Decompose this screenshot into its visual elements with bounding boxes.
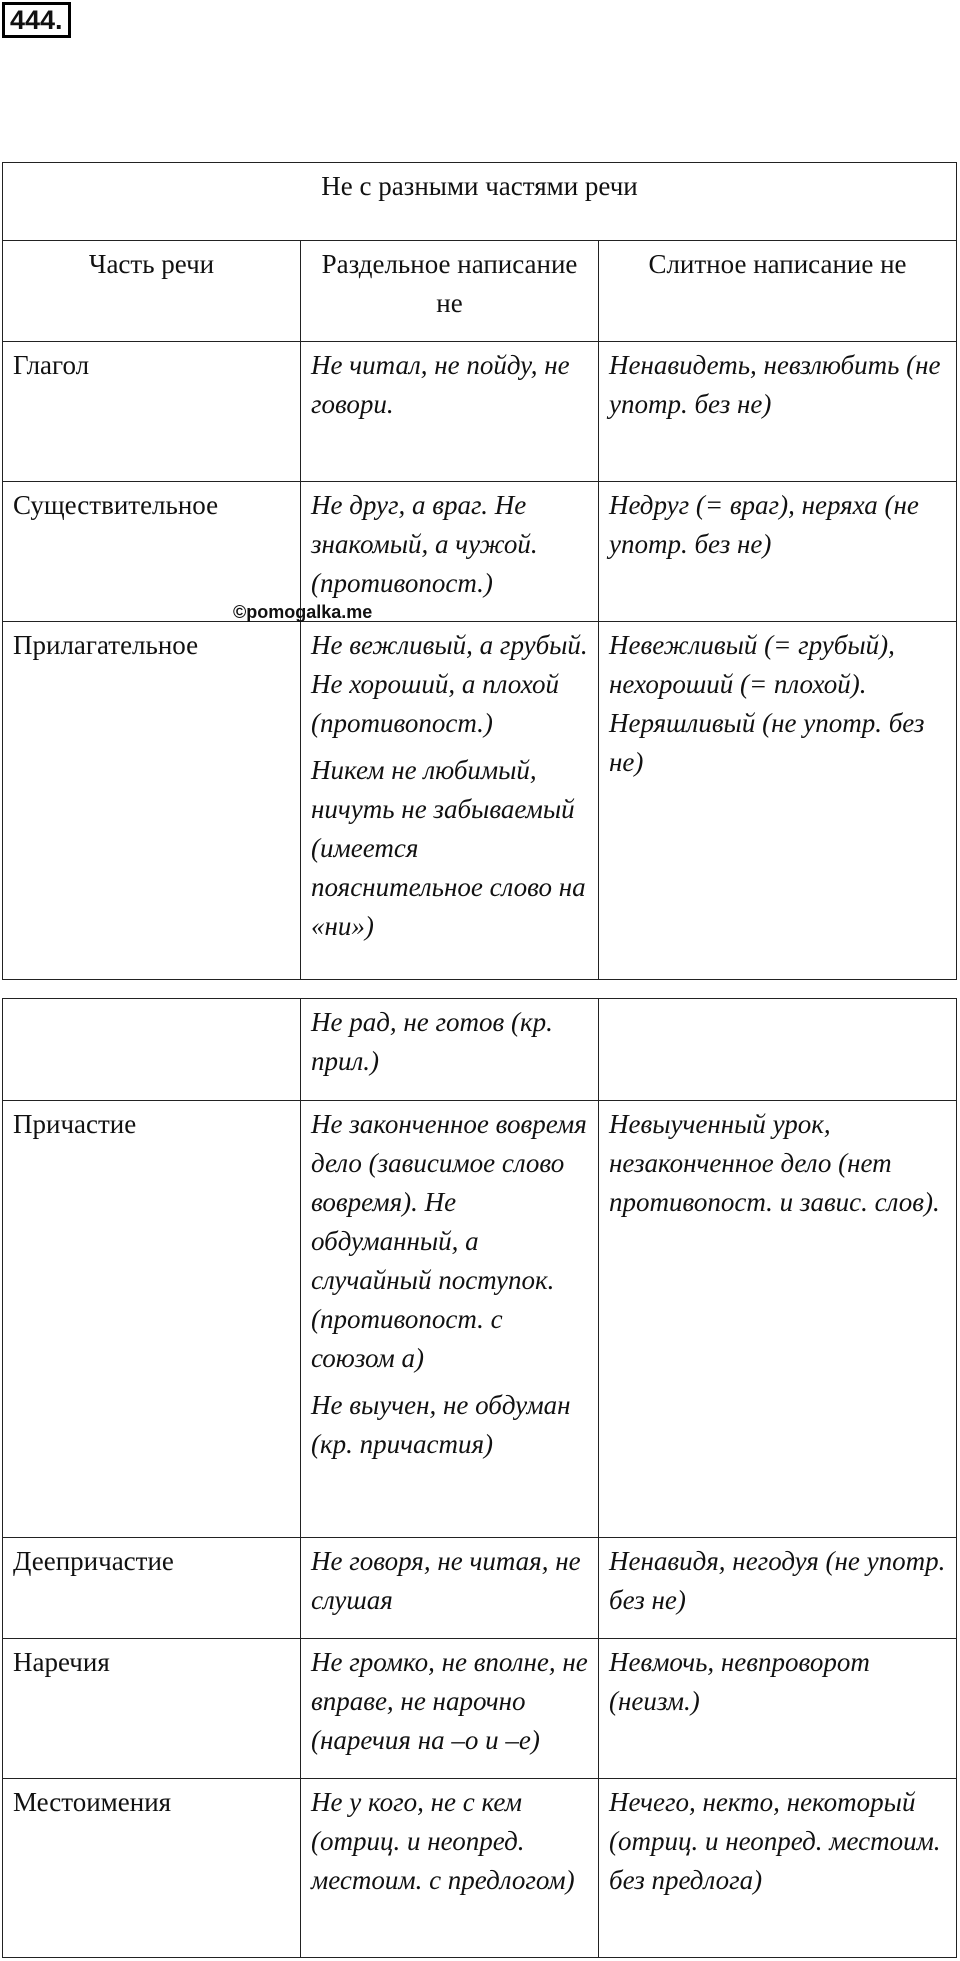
part-of-speech-cell: Прилагательное bbox=[3, 622, 301, 980]
table-title: Не с разными частями речи bbox=[3, 163, 957, 241]
table-row bbox=[3, 1538, 957, 1639]
example-text: Ненавидя, негодуя (не употр. без не) bbox=[609, 1546, 946, 1615]
separate-cell bbox=[301, 1639, 599, 1779]
table-row bbox=[3, 342, 957, 482]
header-part-of-speech: Часть речи bbox=[3, 241, 301, 342]
part-of-speech-cell: Существительное bbox=[3, 482, 301, 622]
rules-table-part-1 bbox=[2, 162, 957, 980]
part-of-speech-cell bbox=[3, 999, 301, 1101]
joined-cell bbox=[599, 482, 957, 622]
joined-cell bbox=[599, 999, 957, 1101]
example-text: Недруг (= враг), неряха (не употр. без не) bbox=[609, 490, 919, 559]
example-text: Не вежливый, а грубый. Не хороший, а плохой (противопост.) bbox=[311, 630, 588, 738]
table-row bbox=[3, 1779, 957, 1958]
example-text: Невыученный урок, незаконченное дело (нет противопост. и завис. слов). bbox=[609, 1109, 940, 1217]
separate-cell bbox=[301, 342, 599, 482]
part-of-speech-cell: Глагол bbox=[3, 342, 301, 482]
part-of-speech-cell: Деепричастие bbox=[3, 1538, 301, 1639]
joined-cell bbox=[599, 1639, 957, 1779]
separate-cell bbox=[301, 1779, 599, 1958]
separate-cell bbox=[301, 1101, 599, 1538]
joined-cell bbox=[599, 1779, 957, 1958]
header-joined: Слитное написание не bbox=[599, 241, 957, 342]
header-separate: Раздельное написание не bbox=[301, 241, 599, 342]
table-title-row bbox=[3, 163, 957, 241]
separate-cell bbox=[301, 622, 599, 980]
table-row bbox=[3, 482, 957, 622]
separate-cell bbox=[301, 482, 599, 622]
part-of-speech-cell: Причастие bbox=[3, 1101, 301, 1538]
example-text: Не громко, не вполне, не вправе, не нарочно (наречия на –о и –е) bbox=[311, 1647, 588, 1755]
example-text: Невежливый (= грубый), нехороший (= плохой). Неряшливый (не употр. без не) bbox=[609, 630, 925, 777]
joined-cell bbox=[599, 1101, 957, 1538]
part-of-speech-cell: Наречия bbox=[3, 1639, 301, 1779]
example-text: Не рад, не готов (кр. прил.) bbox=[311, 1007, 553, 1076]
task-number: 444. bbox=[2, 2, 71, 38]
example-text: Не выучен, не обдуман (кр. причастия) bbox=[311, 1390, 571, 1459]
table-row bbox=[3, 1101, 957, 1538]
example-text: Не у кого, не с кем (отриц. и неопред. местоим. с предлогом) bbox=[311, 1787, 575, 1895]
table-row bbox=[3, 622, 957, 980]
header-row bbox=[3, 241, 957, 342]
example-text: Невмочь, невпроворот (неизм.) bbox=[609, 1647, 870, 1716]
table-row bbox=[3, 999, 957, 1101]
example-text: Не друг, а враг. Не знакомый, а чужой. (противопост.) bbox=[311, 490, 538, 598]
example-text: Не говоря, не читая, не слушая bbox=[311, 1546, 581, 1615]
joined-cell bbox=[599, 342, 957, 482]
separate-cell bbox=[301, 1538, 599, 1639]
table-row bbox=[3, 1639, 957, 1779]
joined-cell bbox=[599, 1538, 957, 1639]
example-text: Нечего, некто, некоторый (отриц. и неопред. местоим. без предлога) bbox=[609, 1787, 941, 1895]
example-text: Никем не любимый, ничуть не забываемый (имеется пояснительное слово на «ни») bbox=[311, 755, 586, 941]
example-text: Не законченное вовремя дело (зависимое слово вовремя). Не обдуманный, а случайный поступок. (противопост. с союзом а) bbox=[311, 1109, 587, 1373]
joined-cell bbox=[599, 622, 957, 980]
rules-table-part-2 bbox=[2, 998, 957, 1958]
separate-cell bbox=[301, 999, 599, 1101]
watermark: ©pomogalka.me bbox=[233, 602, 373, 622]
example-text: Ненавидеть, невзлюбить (не употр. без не) bbox=[609, 350, 941, 419]
example-text: Не читал, не пойду, не говори. bbox=[311, 350, 570, 419]
part-of-speech-cell: Местоимения bbox=[3, 1779, 301, 1958]
